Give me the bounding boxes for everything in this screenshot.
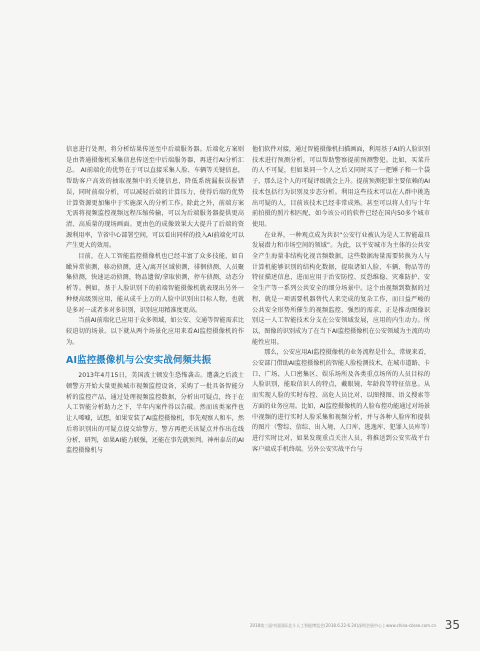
left-paragraph-2: 目前，在人工智能监控摄像机也已经丰富了众多技能，如自瞰异常侦测，移动侦测，进入/离开区域侦测，徘徊侦测，人员聚集侦测，快速运动侦测，物品遗留/拿取侦测，停车侦测，动态分析等。例如，基于人脸识别下的前端智能摄像机就表现出另外一种便高级别应用，能从成千上万的人脸中识别出目标人物，也就是多对一或者多对多识别，识别应用精准度更高。: [66, 253, 244, 314]
left-paragraph-4: 2013年4月15日，美国波士顿发生恐怖袭击。遭袭之后波士顿警方开始大量更换城市视频监控设备，采购了一批具备智能分析的监控产品，通过处理视频监控数据，分析出可疑点，终于在人工智能分析助力之下，半年内案件得以告破。然而该类案件也让人唏嘘，试想，如果安装了AI监控摄像机，事先观察人和车，然后将识别出的可疑点提交给警方，警方再把关该疑点并作出在线分析、研判，如果AI能力联强，还能在事先就预判。神州泰岳的AI监控摄像机与: [66, 372, 244, 455]
page-footer: [250, 620, 460, 634]
right-paragraph-2: 在业界，一种观点成为共识“公安行业被认为是人工智能最具发展潜力和市场空间的领域”。为此，以平安城市为主体的公共安全产生海量非结构化视音频数据，这些数据海量需要转换为人与计算机能够识别的结构化数据，提取诸如人脸、车辆、物品等的特征描述信息，进而应用于治安防控、反恐维稳、灾难防护、安全生产等一系列公共安全的细分场景中。这个由视频到数据的过程，就是一项需要机器替代人来完成的复杂工作，而日益严峻的公共安全形势所催生的视频监控、强烈的需求，正是推动图像识别这一人工智能技术分支在公安领域发展，应用的内生动力。所以，图像的识别成为了在当下AI监控摄像机在公安领域为主流的功能性应用。: [252, 231, 430, 346]
page-number: 35: [444, 618, 460, 632]
section-title: AI监控摄像机与公安实战伺频共振: [66, 355, 212, 367]
right-paragraph-3: 那么，公安应用AI监控摄像机的业务流程是什么，常规来看，公安部门借助AI监控摄像机的智能人脸检测技术，在城市道路、卡口、广场、人口密集区、娱乐场所及各类重点场所的人员目标的人脸识别，能取信识人的特点，戴眼镜、年龄段等特征信息。从而实现人脸的实时布控、高危人员比对、以图搜图、语义搜索等方面的业务应用。比如，AI监控摄像机的人脸布控功能通过对场景中视频的进行实时人脸采集和视频分析，并与各种人脸库和提供的图片（警综、信综、出入境、人口库、逃逸库、犯罪人员库等）进行实时比对，如果发现重点关注人员，将推送到公安实战平台客户端成手机终端。另外公安实战平台与: [252, 349, 430, 453]
left-paragraph-3: 当前AI前端化已应用于众多领域，如公安、交通等智能需求比较迫切的场景。以下就从两个场景化应用来看AI监控摄像机的作为。: [66, 317, 244, 346]
footer-text: 2018第三届中国国际北斗人工智能博览会(2018.6.22-6.24)深圳会展中心 | www.china-cbsse.com.cn: [250, 623, 437, 628]
left-paragraph-1: 信息进行处理，将分析结果传送至中后端服务器。后端化方案则是由普通摄像机采集信息传送至中后端服务器，再进行AI分析汇总。 AI前端化的优势在于可以直接采集人脸、车辆等关键信息，帮助客户高效的抽取视频中的关键信息，降低系统漏报误报错误，同时前端分析，可以减轻后端的计算压力，使得后端的优势计算资源更加集中于实施深入的分析工作。除此之外，前端方案无需将视频监控视频远程压缩传输，可以为后端服务器提供更高清、高质量的现场画面。更由色的成像效果大大提升了后端的资源利用率，节省中心部署空间，可以看出同样的投入AI前端化可以产生更大的效用。: [66, 146, 244, 250]
right-paragraph-1: 他们软件对接，通过智能摄像机扫描画面，利用基于AI的人脸识别技术进行预测分析，可以帮助警察提前预测警犯。比如，买菜升的人不可疑，但如果同一个人之后又同时买了一把锤子和一个袋子，那么这个人的可疑评级就会上升。提前预测犯罪主要依赖的AI技术包括行为识别及步态分析。利用这些技术可以在人群中挑选出可疑的人，目前该技术已经非常成熟。甚至可以将人们与十年前拍摄的照片相匹配，如今该公司的软件已经在国内50多个城市使用。: [252, 146, 430, 228]
left-column: [66, 145, 244, 457]
right-column: [252, 145, 430, 455]
